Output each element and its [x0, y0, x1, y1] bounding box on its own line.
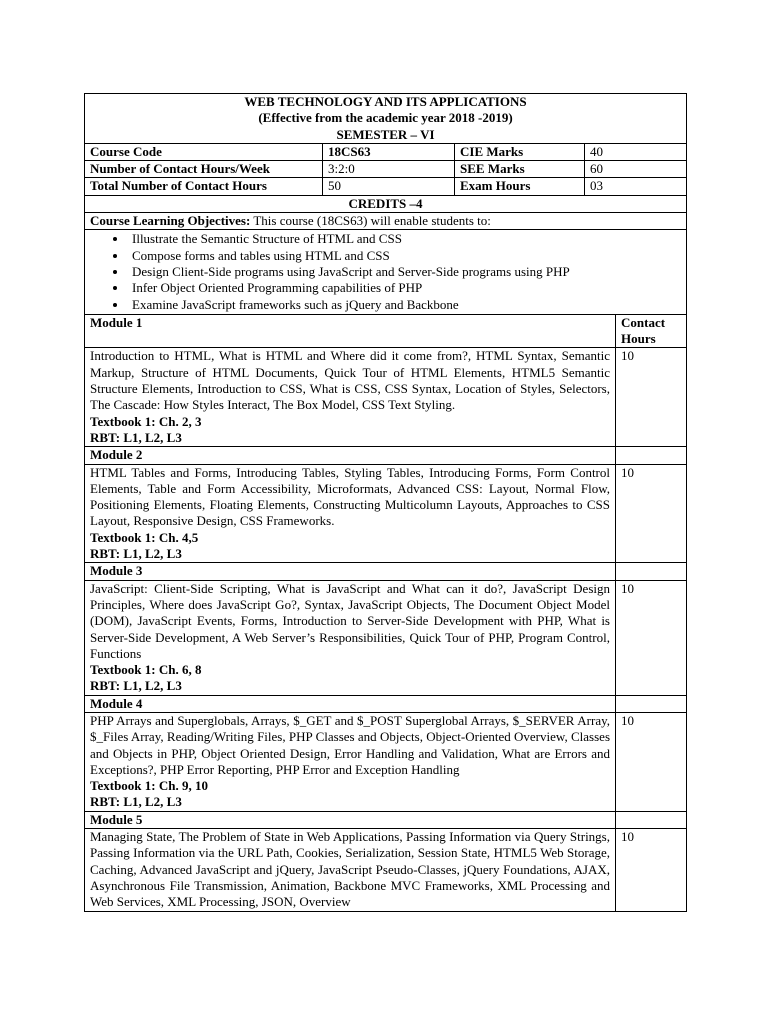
contact-hours-header: Contact Hours: [616, 314, 687, 348]
objectives-list-cell: [85, 230, 687, 314]
module-content-cell: [85, 348, 616, 447]
course-info-label2: CIE Marks: [455, 143, 585, 160]
module-content-cell: [85, 580, 616, 695]
course-info-value2: 40: [585, 143, 687, 160]
course-info-label2: Exam Hours: [455, 178, 585, 195]
module-hours: 10: [616, 464, 687, 563]
module-header-spacer: [616, 811, 687, 828]
module-rbt: RBT: L1, L2, L3: [90, 678, 182, 694]
module-title: Module 4: [85, 695, 616, 712]
module-content-row: [85, 348, 687, 447]
module-content-cell: [85, 712, 616, 811]
module-header-row: [85, 447, 687, 464]
module-rbt: RBT: L1, L2, L3: [90, 546, 182, 562]
module-content: HTML Tables and Forms, Introducing Tables, Styling Tables, Introducing Forms, Form Control Elements, Table and Form Accessibility, Microformats, Advanced CSS: Layout, Normal Flow, Positioning Elements, Floating Elements, Constructing Multicolumn Layouts, Approaches to CSS Layout, Responsive Design, CSS Frameworks.: [90, 464, 610, 529]
course-info-label2: SEE Marks: [455, 161, 585, 178]
course-info-value: 3:2:0: [323, 161, 455, 178]
objective-item: • Infer Object Oriented Programming capabilities of PHP: [128, 280, 681, 296]
module-rbt: RBT: L1, L2, L3: [90, 794, 182, 810]
module-content: PHP Arrays and Superglobals, Arrays, $_GET and $_POST Superglobal Arrays, $_SERVER Array, $_Files Array, Reading/Writing Files, PHP Classes and Objects, Object-Oriented Overview, Classes and Objects in PHP, Object Oriented Design, Error Handling and Validation, What are Errors and Exceptions?, PHP Error Reporting, PHP Error and Exception Handling: [90, 712, 610, 777]
module-textbook: Textbook 1: Ch. 4,5: [90, 529, 199, 545]
objectives-heading-row: [85, 213, 687, 230]
syllabus-table: [84, 93, 687, 912]
module-content-row: [85, 712, 687, 811]
module-title: Module 1: [85, 314, 616, 348]
course-info-label: Total Number of Contact Hours: [85, 178, 323, 195]
credits-row: [85, 195, 687, 212]
module-textbook: Textbook 1: Ch. 9, 10: [90, 778, 208, 794]
module-title: Module 3: [85, 563, 616, 580]
objectives-heading-cell: [85, 213, 687, 230]
module-header-spacer: [616, 695, 687, 712]
module-textbook: Textbook 1: Ch. 6, 8: [90, 662, 202, 678]
module-hours: 10: [616, 829, 687, 911]
module-content-row: [85, 464, 687, 563]
module-content: Managing State, The Problem of State in Web Applications, Passing Information via Query Strings, Passing Information via the URL Path, Cookies, Serialization, Session State, HTML5 Web Storage, Caching, Advanced JavaScript and jQuery, JavaScript Pseudo-Classes, jQuery Foundations, AJAX, Asynchronous File Transmission, Animation, Backbone MVC Frameworks, XML Processing and Web Services, XML Processing, JSON, Overview: [90, 829, 610, 910]
module-hours: 10: [616, 580, 687, 695]
module-title: Module 2: [85, 447, 616, 464]
module-hours: 10: [616, 712, 687, 811]
objectives-heading: Course Learning Objectives:: [90, 213, 251, 229]
module-header-row: [85, 695, 687, 712]
course-info-value: 18CS63: [323, 143, 455, 160]
module-textbook: Textbook 1: Ch. 2, 3: [90, 413, 202, 429]
module-content: Introduction to HTML, What is HTML and Where did it come from?, HTML Syntax, Semantic Markup, Structure of HTML Documents, Quick Tour of HTML Elements, HTML5 Semantic Structure Elements, Introduction to CSS, What is CSS, CSS Syntax, Location of Styles, Selectors, The Cascade: How Styles Interact, The Box Model, CSS Text Styling.: [90, 348, 610, 413]
objectives-intro: This course (18CS63) will enable students to:: [250, 213, 491, 229]
module-header-spacer: [616, 447, 687, 464]
title-row: [85, 94, 687, 144]
module-header-row: [85, 563, 687, 580]
module-content-row: [85, 580, 687, 695]
module-title: Module 5: [85, 811, 616, 828]
module-rbt: RBT: L1, L2, L3: [90, 429, 182, 445]
objective-item: • Compose forms and tables using HTML and CSS: [128, 248, 681, 264]
objective-item: • Design Client-Side programs using JavaScript and Server-Side programs using PHP: [128, 264, 681, 280]
syllabus-sheet: [84, 93, 686, 912]
module-content: JavaScript: Client-Side Scripting, What is JavaScript and What can it do?, JavaScript Design Principles, Where does JavaScript Go?, Syntax, JavaScript Objects, The Document Object Model (DOM), JavaScript Events, Forms, Introduction to Server-Side Development with PHP, What is Server-Side Development, A Web Server’s Responsibilities, Quick Tour of PHP, Program Control, Functions: [90, 580, 610, 661]
course-info-row: [85, 178, 687, 195]
course-info-row: [85, 161, 687, 178]
course-info-value2: 60: [585, 161, 687, 178]
objective-item: • Illustrate the Semantic Structure of HTML and CSS: [128, 231, 681, 247]
course-title: WEB TECHNOLOGY AND ITS APPLICATIONS: [244, 94, 527, 109]
module-header-row: [85, 811, 687, 828]
course-info-value2: 03: [585, 178, 687, 195]
module-content-row: [85, 829, 687, 911]
objective-item: • Examine JavaScript frameworks such as jQuery and Backbone: [128, 297, 681, 313]
objectives-list-row: [85, 230, 687, 314]
course-info-label: Course Code: [85, 143, 323, 160]
course-info-label: Number of Contact Hours/Week: [85, 161, 323, 178]
module-header-spacer: [616, 563, 687, 580]
course-subtitle: (Effective from the academic year 2018 -2019): [258, 110, 513, 126]
credits-label: CREDITS –4: [85, 195, 687, 212]
semester-label: SEMESTER – VI: [336, 126, 435, 142]
course-info-value: 50: [323, 178, 455, 195]
title-cell: [85, 94, 687, 144]
module-header-row: [85, 314, 687, 348]
module-content-cell: [85, 829, 616, 911]
objectives-list: [90, 231, 681, 312]
module-hours: 10: [616, 348, 687, 447]
course-info-row: [85, 143, 687, 160]
module-content-cell: [85, 464, 616, 563]
